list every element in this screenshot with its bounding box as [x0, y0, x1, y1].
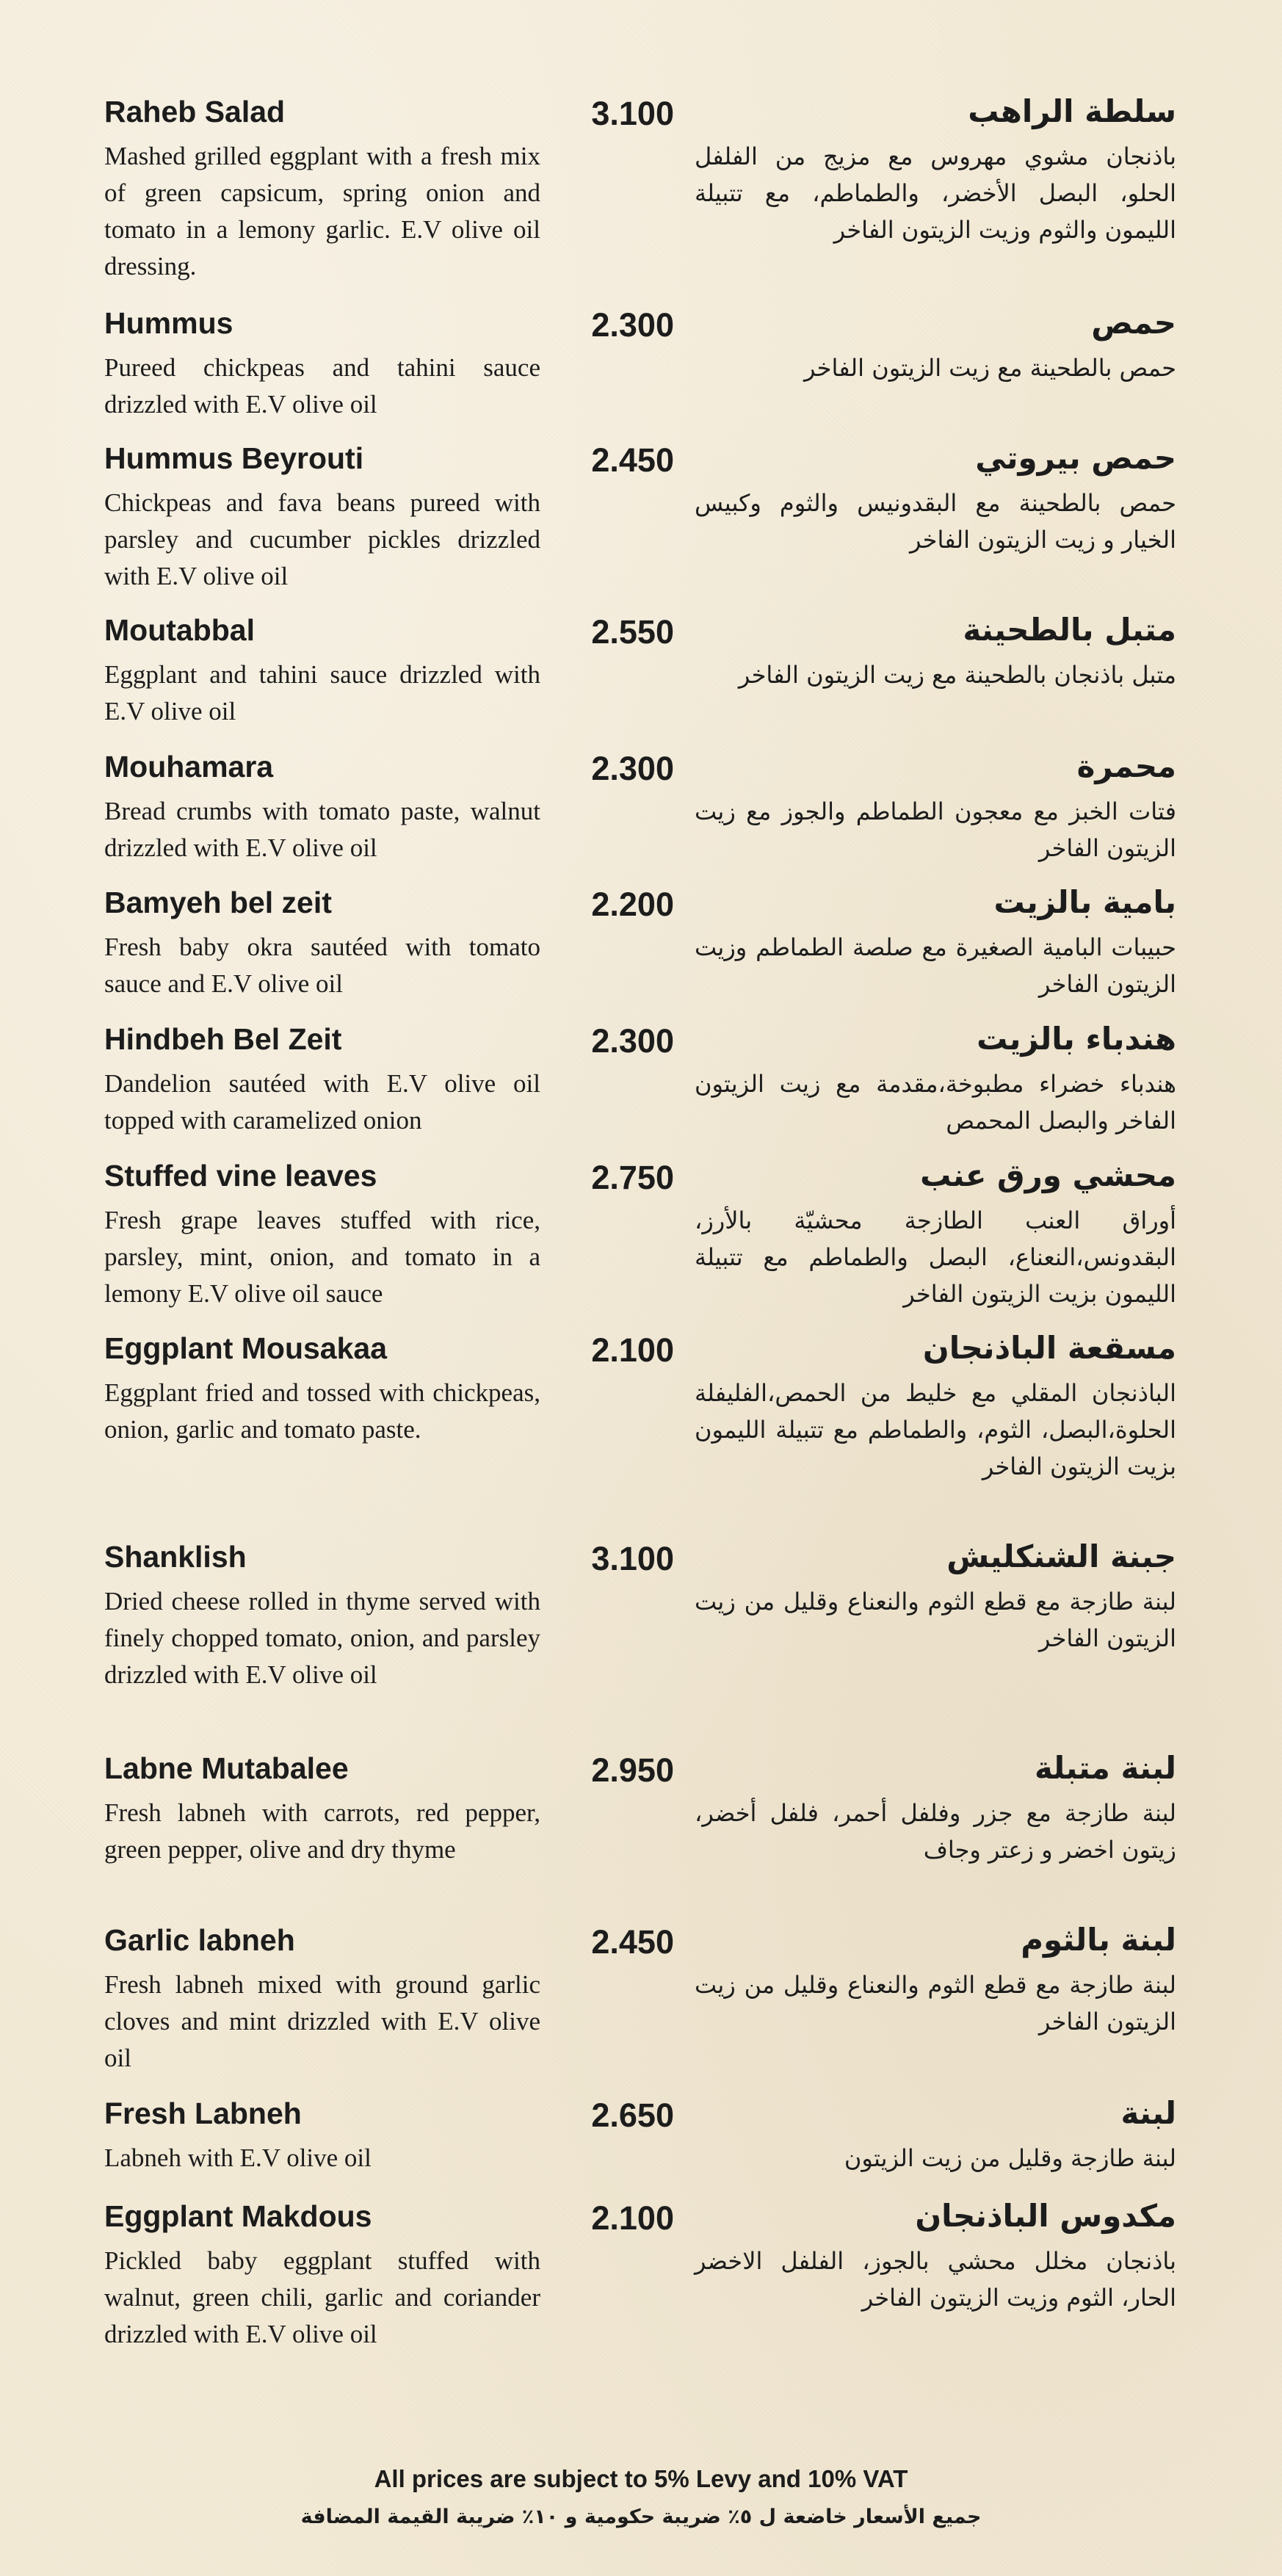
item-name: Labne Mutabalee [104, 1751, 349, 1785]
item-price: 2.300 [591, 750, 674, 787]
item-name: Raheb Salad [104, 95, 286, 129]
item-description-arabic: باذنجان مخلل محشي بالجوز، الفلفل الاخضر الحار، الثوم وزيت الزيتون الفاخر [695, 2247, 1176, 2312]
item-name: Eggplant Mousakaa [104, 1331, 388, 1365]
item-name-arabic: لبنة [1120, 2095, 1176, 2131]
item-description: Mashed grilled eggplant with a fresh mix of green capsicum, spring onion and tomato in a lemony garlic. E.V olive oil dressing. [104, 142, 540, 281]
item-name: Hummus Beyrouti [104, 441, 364, 475]
item-name-arabic: بامية بالزيت [993, 884, 1176, 920]
item-price: 2.950 [591, 1751, 674, 1789]
item-price: 2.300 [591, 306, 674, 344]
item-name-arabic: محمرة [1076, 748, 1176, 784]
item-name-arabic: لبنة بالثوم [1021, 1922, 1176, 1958]
item-name: Mouhamara [104, 750, 274, 784]
item-name: Shanklish [104, 1540, 247, 1574]
item-price: 2.450 [591, 1923, 674, 1961]
item-description: Fresh labneh with carrots, red pepper, green pepper, olive and dry thyme [104, 1798, 540, 1864]
item-description: Fresh baby okra sautéed with tomato sauce and E.V olive oil [104, 933, 540, 998]
item-name: Garlic labneh [104, 1923, 295, 1957]
item-price: 2.200 [591, 886, 674, 923]
item-price: 2.100 [591, 1331, 674, 1369]
item-description-arabic: هندباء خضراء مطبوخة،مقدمة مع زيت الزيتون الفاخر والبصل المحمص [695, 1070, 1176, 1135]
item-name-arabic: مكدوس الباذنجان [915, 2198, 1176, 2234]
item-description-arabic: أوراق العنب الطازجة محشيّة بالأرز، البقدونس،النعناع، البصل والطماطم مع تتبيلة الليمون بزيت الزيتون الفاخر [695, 1206, 1176, 1308]
item-description-arabic: متبل باذنجان بالطحينة مع زيت الزيتون الفاخر [738, 661, 1176, 689]
item-name-arabic: حمص [1091, 305, 1176, 341]
item-description-arabic: حمص بالطحينة مع البقدونيس والثوم وكبيس الخيار و زيت الزيتون الفاخر [695, 489, 1176, 554]
item-price: 2.450 [591, 441, 674, 479]
item-name: Fresh Labneh [104, 2096, 302, 2130]
item-name-arabic: مسقعة الباذنجان [922, 1330, 1176, 1366]
item-description: Bread crumbs with tomato paste, walnut drizzled with E.V olive oil [104, 797, 540, 862]
item-price: 2.650 [591, 2096, 674, 2134]
item-name-arabic: سلطة الراهب [968, 93, 1176, 129]
item-name: Bamyeh bel zeit [104, 886, 332, 919]
item-name-arabic: جبنة الشنكليش [946, 1538, 1176, 1574]
item-description-arabic: حمص بالطحينة مع زيت الزيتون الفاخر [804, 354, 1176, 382]
item-description: Eggplant fried and tossed with chickpeas, onion, garlic and tomato paste. [104, 1378, 540, 1444]
item-price: 2.300 [591, 1022, 674, 1060]
item-description: Eggplant and tahini sauce drizzled with E.V olive oil [104, 660, 540, 726]
item-description-arabic: لبنة طازجة وقليل من زيت الزيتون [844, 2144, 1176, 2172]
item-description: Labneh with E.V olive oil [104, 2143, 372, 2172]
item-name-arabic: لبنة متبلة [1034, 1750, 1176, 1786]
item-description-arabic: فتات الخبز مع معجون الطماطم والجوز مع زيت الزيتون الفاخر [695, 797, 1176, 862]
price-disclaimer-arabic: جميع الأسعار خاضعة ل ٥٪ ضريبة حكومية و ١٠٪ ضريبة القيمة المضافة [300, 2506, 982, 2528]
item-description: Dandelion sautéed with E.V olive oil topped with caramelized onion [104, 1069, 540, 1135]
item-name-arabic: حمص بيروتي [975, 440, 1176, 476]
item-price: 2.100 [591, 2199, 674, 2237]
item-description-arabic: باذنجان مشوي مهروس مع مزيج من الفلفل الحلو، البصل الأخضر، والطماطم، مع تتبيلة الليمون والثوم وزيت الزيتون الفاخر [695, 142, 1176, 244]
item-name-arabic: محشي ورق عنب [920, 1157, 1176, 1193]
item-description: Fresh grape leaves stuffed with rice, parsley, mint, onion, and tomato in a lemony E.V olive oil sauce [104, 1206, 540, 1308]
item-name: Stuffed vine leaves [104, 1159, 377, 1193]
price-disclaimer: All prices are subject to 5% Levy and 10% VAT [374, 2465, 908, 2492]
item-description: Pureed chickpeas and tahini sauce drizzled with E.V olive oil [104, 353, 540, 419]
item-description-arabic: لبنة طازجة مع جزر وفلفل أحمر، فلفل أخضر، زيتون اخضر و زعتر وجاف [695, 1799, 1176, 1864]
item-name: Hindbeh Bel Zeit [104, 1022, 342, 1056]
item-name: Moutabbal [104, 613, 255, 647]
item-name: Hummus [104, 306, 233, 340]
item-description-arabic: لبنة طازجة مع قطع الثوم والنعناع وقليل من زيت الزيتون الفاخر [695, 1971, 1176, 2036]
item-price: 3.100 [591, 1540, 674, 1577]
item-description: Dried cheese rolled in thyme served with finely chopped tomato, onion, and parsley drizzled with E.V olive oil [104, 1587, 540, 1689]
item-name: Eggplant Makdous [104, 2199, 372, 2233]
item-description-arabic: لبنة طازجة مع قطع الثوم والنعناع وقليل من زيت الزيتون الفاخر [695, 1588, 1176, 1652]
item-description-arabic: حبيبات البامية الصغيرة مع صلصة الطماطم وزيت الزيتون الفاخر [695, 933, 1176, 998]
item-price: 3.100 [591, 95, 674, 132]
item-description: Pickled baby eggplant stuffed with walnut, green chili, garlic and coriander drizzled with E.V olive oil [104, 2246, 540, 2348]
item-name-arabic: هندباء بالزيت [977, 1021, 1176, 1057]
item-name-arabic: متبل بالطحينة [963, 612, 1176, 648]
item-description: Fresh labneh mixed with ground garlic cloves and mint drizzled with E.V olive oil [104, 1970, 540, 2072]
item-description: Chickpeas and fava beans pureed with parsley and cucumber pickles drizzled with E.V olive oil [104, 488, 540, 590]
item-price: 2.750 [591, 1159, 674, 1196]
item-price: 2.550 [591, 613, 674, 651]
item-description-arabic: الباذنجان المقلي مع خليط من الحمص،الفليفلة الحلوة،البصل، الثوم، والطماطم مع تتبيلة الليمون بزيت الزيتون الفاخر [695, 1379, 1176, 1480]
